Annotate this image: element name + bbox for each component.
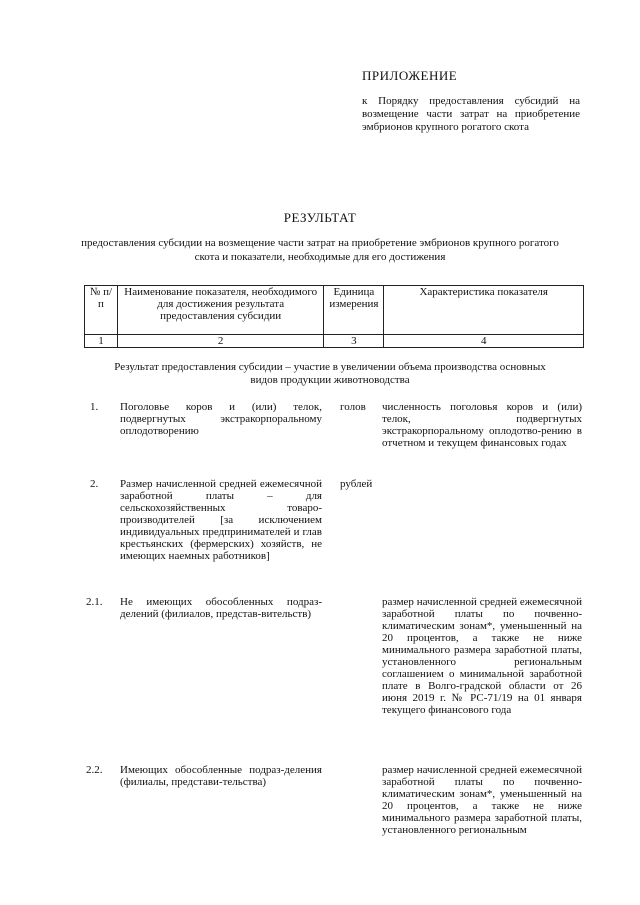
indicator-name: Поголовье коров и (или) телок, подвергнутых экстракорпоральному оплодотворению [120, 401, 322, 437]
indicator-name: Имеющих обособленные подраз-деления (филиалы, представи-тельства) [120, 764, 322, 788]
header-num: № п/п [85, 286, 118, 335]
column-number: 3 [324, 335, 384, 348]
indicator-characteristic: размер начисленной средней ежемесячной заработной платы по почвенно-климатическим зонам*, уменьшенный на 20 процентов, а также не ниже минимального размера заработной платы, установленного региональным [382, 764, 582, 836]
indicator-name: Размер начисленной средней ежемесячной заработной платы – для сельскохозяйственных товаро-производителей [за исключением индивидуальных предпринимателей и глав крестьянских (фермерских) хозяйств, не имеющих наемных работников] [120, 478, 322, 562]
document-subtitle: предоставления субсидии на возмещение части затрат на приобретение эмбрионов крупного рогатого скота и показатели, необходимые для его достижения [81, 237, 559, 263]
column-number: 1 [85, 335, 118, 348]
appendix-reference: к Порядку предоставления субсидий на возмещение части затрат на приобретение эмбрионов крупного рогатого скота [362, 95, 580, 133]
appendix-title: ПРИЛОЖЕНИЕ [362, 68, 458, 83]
section-title: Результат предоставления субсидии – участие в увеличении объема производства основных видов продукции животноводства [114, 361, 546, 386]
row-number: 2.2. [86, 764, 103, 776]
header-unit: Единица измерения [324, 286, 384, 335]
row-number: 1. [90, 401, 99, 413]
indicator-name: Не имеющих обособленных подраз-делений (филиалов, представ-вительств) [120, 596, 322, 620]
column-number: 4 [384, 335, 584, 348]
header-char: Характеристика показателя [384, 286, 584, 335]
document-title: РЕЗУЛЬТАТ [283, 210, 357, 225]
indicator-unit: голов [340, 401, 366, 413]
row-number: 2.1. [86, 596, 103, 608]
column-number-row [85, 335, 584, 348]
header-name: Наименование показателя, необходимого для достижения результата предоставления субсидии [117, 286, 324, 335]
indicator-characteristic: размер начисленной средней ежемесячной заработной платы по почвенно-климатическим зонам*, уменьшенный на 20 процентов, а также не ниже минимального размера заработной платы, установленного региональным соглашением о минимальной заработной плате в Волго-градской области от 26 июня 2019 г. № РС-71/19 на 01 января текущего финансового года [382, 596, 582, 716]
indicator-characteristic: численность поголовья коров и (или) телок, подвергнутых экстракорпоральному оплодотво-рению в отчетном и текущем финансовых годах [382, 401, 582, 449]
header-row [85, 286, 584, 335]
column-number: 2 [117, 335, 324, 348]
row-number: 2. [90, 478, 99, 490]
indicator-table-header [84, 285, 584, 348]
indicator-unit: рублей [340, 478, 373, 490]
